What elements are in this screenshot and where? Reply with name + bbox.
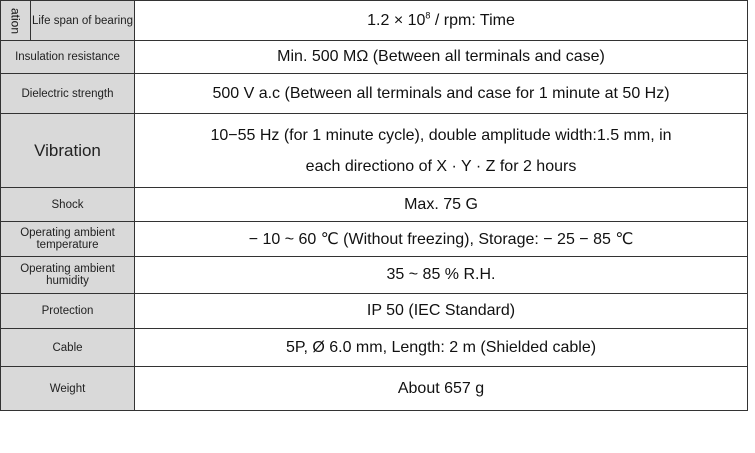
row-label-protection: Protection — [1, 294, 135, 329]
table-row — [1, 1, 748, 41]
row-value-protection: IP 50 (IEC Standard) — [135, 294, 748, 329]
row-label-weight: Weight — [1, 367, 135, 411]
row-value-temperature: − 10 ~ 60 ℃ (Without freezing), Storage: − 25 − 85 ℃ — [135, 222, 748, 257]
row-label-insulation: Insulation resistance — [1, 41, 135, 74]
row-value-shock: Max. 75 G — [135, 188, 748, 222]
table-row — [1, 188, 748, 222]
table-row — [1, 41, 748, 74]
row-value-vibration — [135, 114, 748, 188]
row-label-vibration: Vibration — [1, 114, 135, 188]
table-row — [1, 294, 748, 329]
row-label-dielectric: Dielectric strength — [1, 74, 135, 114]
row-value-cable: 5P, Ø 6.0 mm, Length: 2 m (Shielded cable) — [135, 329, 748, 367]
row-value-insulation: Min. 500 MΩ (Between all terminals and case) — [135, 41, 748, 74]
life-span-prefix: 1.2 × 10 — [367, 11, 426, 29]
table-row — [1, 329, 748, 367]
life-span-exponent: 8 — [425, 10, 431, 21]
row-label-temperature: Operating ambient temperature — [1, 222, 135, 257]
table-row — [1, 74, 748, 114]
life-span-suffix: / rpm: Time — [430, 11, 515, 29]
table-row — [1, 367, 748, 411]
row-label-shock: Shock — [1, 188, 135, 222]
vibration-line-1: 10−55 Hz (for 1 minute cycle), double amplitude width:1.5 mm, in — [210, 126, 672, 144]
section-vertical-label — [1, 1, 31, 41]
row-label-humidity: Operating ambient humidity — [1, 257, 135, 294]
section-vertical-text: ation — [8, 7, 23, 34]
row-label-life-span: Life span of bearing — [31, 1, 135, 41]
row-value-life-span — [135, 1, 748, 41]
row-label-cable: Cable — [1, 329, 135, 367]
table-row — [1, 114, 748, 188]
row-value-dielectric: 500 V a.c (Between all terminals and case for 1 minute at 50 Hz) — [135, 74, 748, 114]
vibration-line-2: each directiono of X · Y · Z for 2 hours — [305, 157, 577, 175]
row-value-humidity: 35 ~ 85 % R.H. — [135, 257, 748, 294]
row-value-weight: About 657 g — [135, 367, 748, 411]
table-row — [1, 222, 748, 257]
table-row — [1, 257, 748, 294]
